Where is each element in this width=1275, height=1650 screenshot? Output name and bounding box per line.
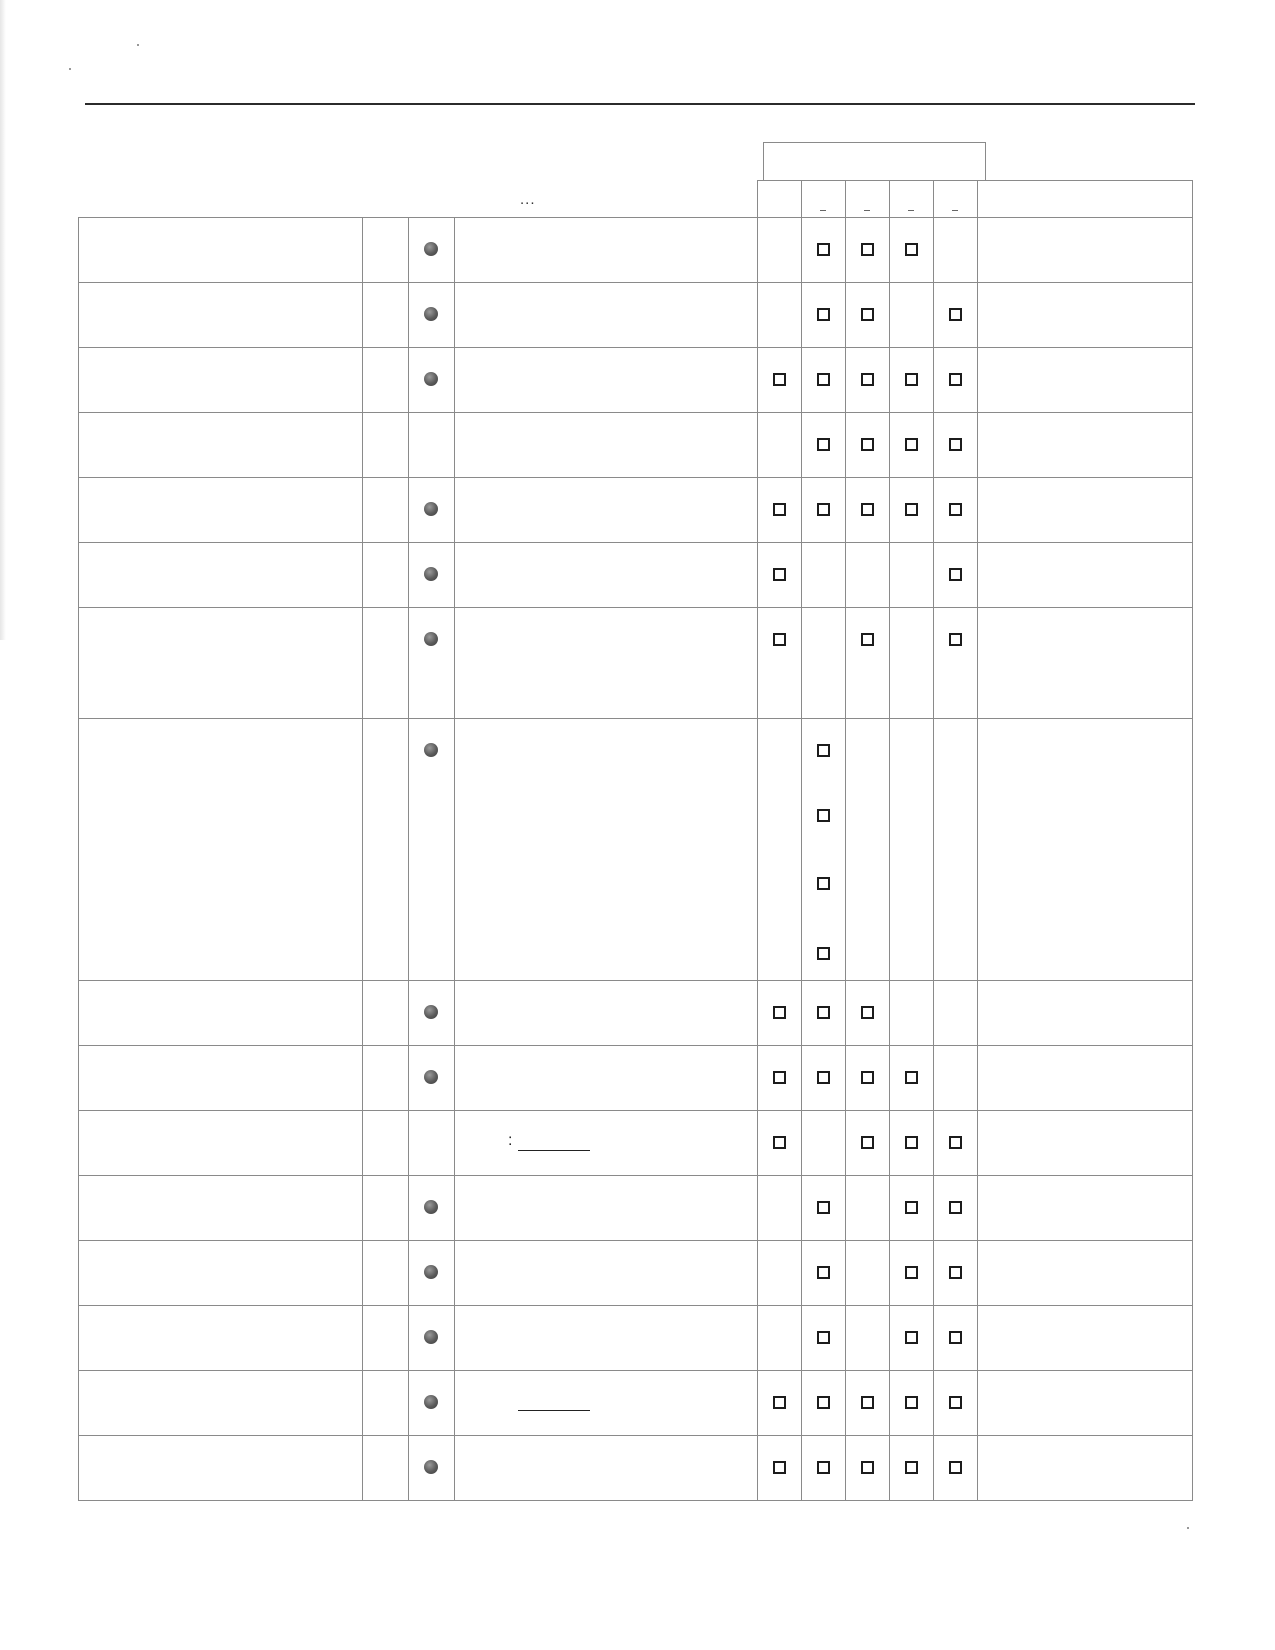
bullet-dot: [424, 242, 438, 256]
row-divider: [78, 1305, 1192, 1306]
inline-colon: :: [508, 1132, 513, 1149]
checkbox: [861, 1396, 874, 1409]
header-divider: [1192, 180, 1193, 217]
checkbox: [773, 1136, 786, 1149]
checkbox: [949, 1461, 962, 1474]
checkbox: [861, 1136, 874, 1149]
column-divider: [454, 217, 455, 1501]
checkbox: [949, 1331, 962, 1344]
checkbox: [817, 308, 830, 321]
checkbox: [817, 243, 830, 256]
header-divider: [845, 180, 846, 217]
scan-speck: [69, 68, 71, 70]
checkbox: [861, 438, 874, 451]
row-divider: [78, 347, 1192, 348]
row-divider: [78, 607, 1192, 608]
header-line: [757, 180, 1192, 181]
checkbox: [949, 438, 962, 451]
checkbox: [861, 243, 874, 256]
bullet-dot: [424, 567, 438, 581]
checkbox: [905, 373, 918, 386]
fill-in-blank: [518, 1150, 590, 1151]
column-divider: [933, 217, 934, 1501]
column-divider: [801, 217, 802, 1501]
header-divider: [889, 180, 890, 217]
column-divider: [977, 217, 978, 1501]
bullet-dot: [424, 1460, 438, 1474]
checkbox: [861, 373, 874, 386]
bullet-dot: [424, 502, 438, 516]
row-divider: [78, 1110, 1192, 1111]
bullet-dot: [424, 1200, 438, 1214]
column-group-header: [763, 142, 986, 180]
checkbox: [817, 503, 830, 516]
row-divider: [78, 217, 1192, 218]
checkbox: [817, 1201, 830, 1214]
scan-speck: [137, 44, 139, 46]
column-divider: [845, 217, 846, 1501]
header-divider: [801, 180, 802, 217]
row-divider: [78, 1045, 1192, 1046]
row-divider: [78, 718, 1192, 719]
column-divider: [1192, 217, 1193, 1501]
checkbox: [905, 243, 918, 256]
checkbox: [773, 373, 786, 386]
header-divider: [933, 180, 934, 217]
checkbox: [773, 568, 786, 581]
header-rule: [85, 103, 1195, 105]
column-divider: [408, 217, 409, 1501]
checkbox: [773, 1071, 786, 1084]
header-divider: [757, 180, 758, 217]
row-divider: [78, 1240, 1192, 1241]
scan-speck: [1187, 1527, 1189, 1529]
bullet-dot: [424, 372, 438, 386]
checkbox: [905, 1136, 918, 1149]
checkbox: [773, 1396, 786, 1409]
checkbox: [817, 744, 830, 757]
checkbox: [949, 308, 962, 321]
row-divider: [78, 980, 1192, 981]
bullet-dot: [424, 1265, 438, 1279]
checkbox: [817, 438, 830, 451]
checkbox: [817, 947, 830, 960]
checkbox: [861, 1461, 874, 1474]
checkbox: [905, 503, 918, 516]
row-divider: [78, 1435, 1192, 1436]
column-divider: [78, 217, 79, 1501]
checkbox: [949, 633, 962, 646]
checkbox: [949, 1266, 962, 1279]
checkbox: [861, 1006, 874, 1019]
checkbox: [905, 438, 918, 451]
checkbox: [905, 1071, 918, 1084]
row-divider: [78, 282, 1192, 283]
checkbox: [861, 633, 874, 646]
checkbox: [905, 1266, 918, 1279]
checkbox: [861, 308, 874, 321]
checkbox: [949, 1396, 962, 1409]
bullet-dot: [424, 307, 438, 321]
column-header-mark: [864, 210, 870, 211]
description-header: ...: [520, 191, 536, 208]
checkbox: [949, 568, 962, 581]
bullet-dot: [424, 1070, 438, 1084]
checkbox: [949, 1201, 962, 1214]
checkbox: [817, 1461, 830, 1474]
column-divider: [889, 217, 890, 1501]
column-divider: [757, 217, 758, 1501]
checkbox: [949, 1136, 962, 1149]
bullet-dot: [424, 1395, 438, 1409]
checkbox: [949, 503, 962, 516]
checkbox: [905, 1396, 918, 1409]
checkbox: [773, 1461, 786, 1474]
checkbox: [817, 1006, 830, 1019]
checkbox: [817, 373, 830, 386]
header-divider: [977, 180, 978, 217]
column-header-mark: [952, 210, 958, 211]
checkbox: [861, 503, 874, 516]
fill-in-blank: [518, 1410, 590, 1411]
bullet-dot: [424, 1330, 438, 1344]
checkbox: [861, 1071, 874, 1084]
column-divider: [362, 217, 363, 1501]
row-divider: [78, 477, 1192, 478]
checkbox: [773, 633, 786, 646]
checkbox: [817, 1266, 830, 1279]
checkbox: [817, 1331, 830, 1344]
checkbox: [817, 1071, 830, 1084]
checkbox: [905, 1201, 918, 1214]
checkbox: [817, 809, 830, 822]
row-divider: [78, 1175, 1192, 1176]
row-divider: [78, 542, 1192, 543]
checkbox: [905, 1331, 918, 1344]
row-divider: [78, 412, 1192, 413]
checkbox: [773, 1006, 786, 1019]
row-divider: [78, 1370, 1192, 1371]
bullet-dot: [424, 632, 438, 646]
checkbox: [905, 1461, 918, 1474]
checkbox: [773, 503, 786, 516]
bullet-dot: [424, 743, 438, 757]
bullet-dot: [424, 1005, 438, 1019]
column-header-mark: [908, 210, 914, 211]
checkbox: [949, 373, 962, 386]
column-header-mark: [820, 210, 826, 211]
checkbox: [817, 877, 830, 890]
row-divider: [78, 1500, 1192, 1501]
checkbox: [817, 1396, 830, 1409]
scan-edge-shadow: [0, 0, 6, 640]
